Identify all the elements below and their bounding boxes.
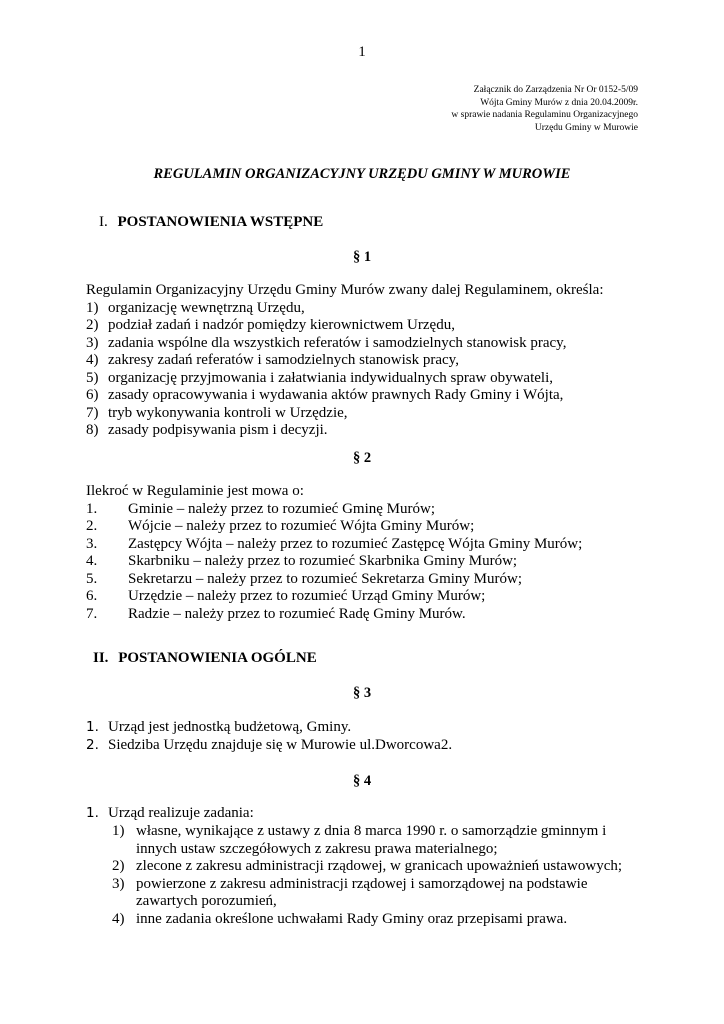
list-item-number: 7) — [86, 404, 99, 421]
list-item-number: 6. — [86, 588, 98, 604]
list-item-number: 5) — [86, 369, 99, 386]
paragraph-1-body — [86, 282, 604, 440]
list-item — [86, 405, 604, 423]
attachment-note — [451, 84, 638, 134]
list-item — [86, 387, 604, 405]
paragraph-2-label: § 2 — [352, 450, 372, 466]
list-item — [86, 737, 452, 755]
section-1-title: POSTANOWIENIA WSTĘPNE — [117, 214, 324, 230]
list-item-text: Skarbniku – należy przez to rozumieć Skarbnika Gminy Murów; — [128, 553, 518, 569]
list-item-text: własne, wynikające z ustawy z dnia 8 marca 1990 r. o samorządzie gminnym i innych ustaw szczegółowych z zakresu prawa materialnego; — [136, 823, 607, 857]
list-item-number: 4) — [112, 910, 125, 927]
paragraph-4-body — [86, 805, 254, 823]
list-item-number: 5. — [86, 570, 98, 587]
list-item — [112, 911, 643, 929]
list-item-number: 4) — [86, 352, 99, 368]
page-number: 1 — [358, 44, 366, 60]
paragraph-1-label: § 1 — [352, 249, 372, 265]
list-item-number: 1. — [86, 719, 99, 735]
list-item — [86, 501, 582, 519]
list-item-text: Urząd jest jednostką budżetową, Gminy. — [108, 719, 352, 735]
list-item — [86, 571, 582, 589]
document-title: REGULAMIN ORGANIZACYJNY URZĘDU GMINY W MUROWIE — [153, 166, 571, 182]
list-item-text: Urzędzie – należy przez to rozumieć Urząd Gminy Murów; — [128, 588, 486, 604]
paragraph-3-label: § 3 — [352, 685, 372, 701]
list-item — [86, 352, 604, 370]
list-item-number: 2. — [86, 518, 98, 534]
list-item-number: 3) — [86, 334, 99, 351]
list-item-number: 1. — [86, 500, 98, 517]
list-item-text: zasady podpisywania pism i decyzji. — [108, 422, 328, 438]
paragraph-4-sublist — [112, 823, 643, 928]
section-2-numeral: II. — [93, 650, 109, 666]
list-item-number: 2) — [112, 858, 125, 874]
list-item-text: zlecone z zakresu administracji rządowej, w granicach upoważnień ustawowych; — [136, 858, 623, 874]
list-item — [86, 719, 452, 737]
list-item-text: zadania wspólne dla wszystkich referatów i samodzielnych stanowisk pracy, — [108, 334, 567, 351]
list-item-text: Siedziba Urzędu znajduje się w Murowie ul.Dworcowa2. — [108, 736, 453, 753]
attachment-note-line: Urzędu Gminy w Murowie — [534, 122, 638, 133]
list-item-number: 1. — [86, 805, 99, 821]
attachment-note-line: Wójta Gminy Murów z dnia 20.04.2009r. — [480, 97, 638, 108]
list-item-number: 1) — [112, 823, 125, 839]
list-item-text: Gminie – należy przez to rozumieć Gminę Murów; — [128, 500, 435, 517]
paragraph-2-body — [86, 483, 582, 623]
section-1-heading — [99, 214, 323, 231]
attachment-note-line: Załącznik do Zarządzenia Nr Or 0152-5/09 — [473, 85, 638, 95]
list-item-text: Sekretarzu – należy przez to rozumieć Sekretarza Gminy Murów; — [128, 570, 522, 587]
list-item-number: 6) — [86, 387, 99, 403]
list-item — [86, 606, 582, 624]
list-item-text: zasady opracowywania i wydawania aktów prawnych Rady Gminy i Wójta, — [108, 387, 564, 403]
list-item-number: 7. — [86, 605, 98, 622]
list-item-text: organizację wewnętrzną Urzędu, — [108, 299, 305, 316]
list-item-number: 3) — [112, 875, 125, 892]
list-item — [86, 317, 604, 335]
list-item-text: Zastępcy Wójta – należy przez to rozumieć Zastępcę Wójta Gminy Murów; — [128, 535, 583, 552]
list-item-text: Wójcie – należy przez to rozumieć Wójta Gminy Murów; — [128, 518, 475, 534]
paragraph-1-intro: Regulamin Organizacyjny Urzędu Gminy Murów zwany dalej Regulaminem, określa: — [86, 282, 604, 298]
list-item-text: Radzie – należy przez to rozumieć Radę Gminy Murów. — [128, 605, 466, 622]
attachment-note-line: w sprawie nadania Regulaminu Organizacyjnego — [451, 110, 638, 120]
list-item-number: 4. — [86, 553, 98, 569]
list-item — [86, 553, 582, 571]
list-item-text: organizację przyjmowania i załatwiania indywidualnych spraw obywateli, — [108, 369, 553, 386]
paragraph-4-label: § 4 — [352, 773, 372, 789]
section-2-title: POSTANOWIENIA OGÓLNE — [118, 650, 317, 666]
list-item — [86, 300, 604, 318]
list-item-number: 2. — [86, 736, 99, 753]
list-item — [112, 858, 643, 876]
paragraph-4-list — [86, 805, 254, 823]
list-item — [86, 518, 582, 536]
list-item — [112, 823, 643, 858]
paragraph-2-list — [86, 501, 582, 624]
list-item — [86, 370, 604, 388]
list-item-text: podział zadań i nadzór pomiędzy kierownictwem Urzędu, — [108, 317, 455, 333]
list-item-number: 8) — [86, 422, 99, 438]
list-item-number: 1) — [86, 299, 99, 316]
list-item-text: zakresy zadań referatów i samodzielnych stanowisk pracy, — [108, 352, 459, 368]
section-1-numeral: I. — [99, 214, 108, 230]
list-item — [86, 805, 254, 823]
list-item-text: powierzone z zakresu administracji rządowej i samorządowej na podstawie zawartych porozumień, — [136, 875, 588, 909]
list-item-text: Urząd realizuje zadania: — [108, 805, 254, 821]
paragraph-3-list — [86, 719, 452, 754]
paragraph-2-intro: Ilekroć w Regulaminie jest mowa o: — [86, 483, 304, 499]
list-item-text: tryb wykonywania kontroli w Urzędzie, — [108, 404, 348, 421]
section-2-heading — [93, 650, 317, 667]
paragraph-4-sublist-container — [112, 823, 643, 928]
list-item — [112, 876, 643, 911]
list-item — [86, 588, 582, 606]
list-item — [86, 536, 582, 554]
list-item — [86, 335, 604, 353]
paragraph-1-list — [86, 300, 604, 440]
list-item-text: inne zadania określone uchwałami Rady Gminy oraz przepisami prawa. — [136, 910, 568, 927]
list-item-number: 2) — [86, 317, 99, 333]
list-item-number: 3. — [86, 535, 98, 552]
list-item — [86, 422, 604, 440]
paragraph-3-body — [86, 719, 452, 754]
